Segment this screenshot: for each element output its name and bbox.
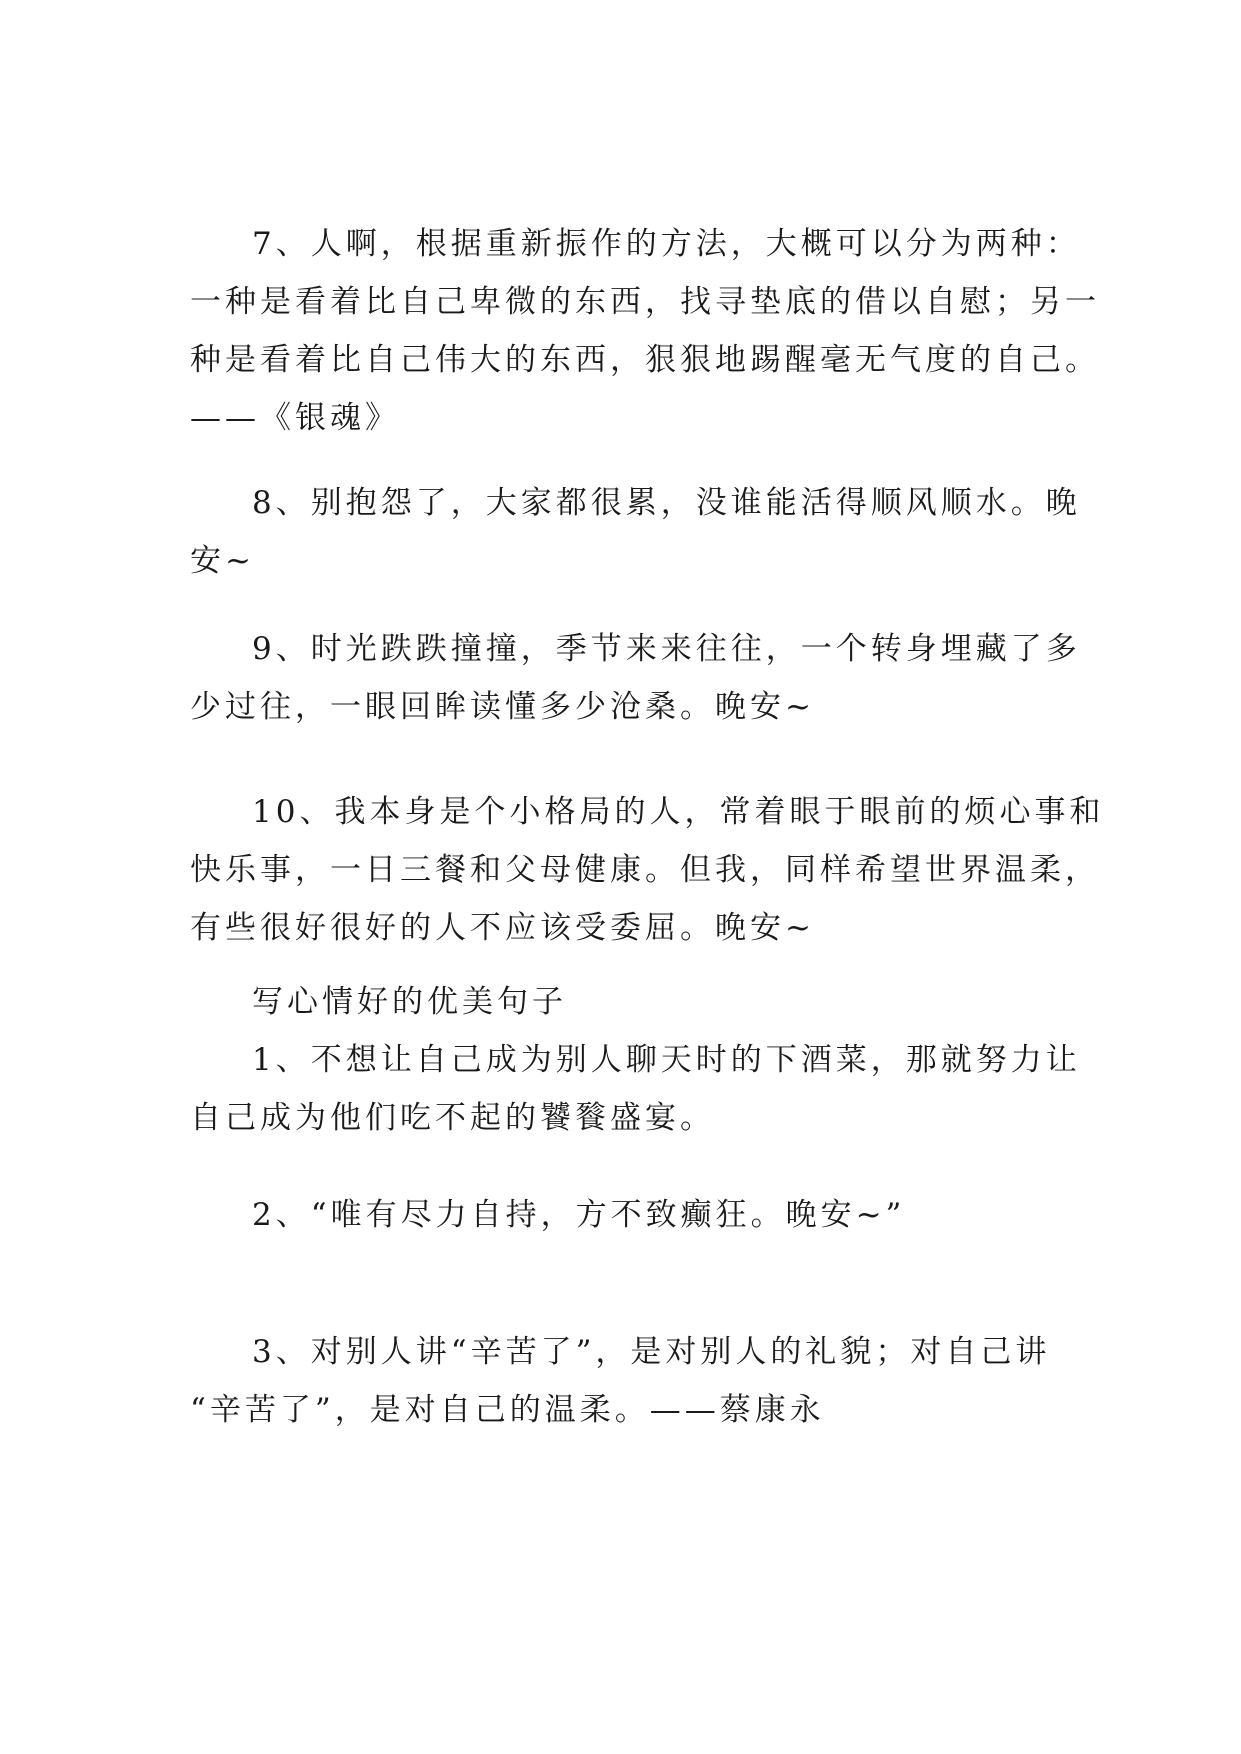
paragraph-line: 8、别抱怨了，大家都很累，没谁能活得顺风顺水。晚 [252,485,1081,521]
paragraph-line: 有些很好很好的人不应该受委屈。晚安~ [190,910,815,946]
section-heading: 写心情好的优美句子 [252,984,567,1020]
paragraph-line: 7、人啊，根据重新振作的方法，大概可以分为两种： [252,226,1081,262]
paragraph-line: 3、对别人讲“辛苦了”，是对别人的礼貌；对自己讲 [252,1334,1051,1370]
paragraph-7 [190,215,1100,447]
paragraph-line: 快乐事，一日三餐和父母健康。但我，同样希望世界温柔， [190,852,1100,888]
paragraph-10 [190,783,1105,957]
paragraph-line: ——《银魂》 [190,400,400,436]
paragraph-line: 少过往，一眼回眸读懂多少沧桑。晚安~ [190,689,815,725]
paragraph-line: 安~ [190,543,255,579]
paragraph-line: 2、“唯有尽力自持，方不致癫狂。晚安~” [252,1197,906,1233]
paragraph-line: 1、不想让自己成为别人聊天时的下酒菜，那就努力让 [252,1042,1081,1078]
section-paragraph-3 [190,1323,1070,1439]
paragraph-8 [190,474,1081,590]
section-paragraph-1 [190,1031,1081,1147]
paragraph-9 [190,620,1081,736]
paragraph-line: 一种是看着比自己卑微的东西，找寻垫底的借以自慰；另一 [190,284,1100,320]
paragraph-line: 种是看着比自己伟大的东西，狠狠地踢醒毫无气度的自己。 [190,342,1100,378]
paragraph-line: 10、我本身是个小格局的人，常着眼于眼前的烦心事和 [252,794,1105,830]
paragraph-line: “辛苦了”，是对自己的温柔。——蔡康永 [190,1392,825,1428]
paragraph-line: 自己成为他们吃不起的饕餮盛宴。 [190,1100,715,1136]
section-paragraph-2 [190,1186,1070,1244]
paragraph-line: 9、时光跌跌撞撞，季节来来往往，一个转身埋藏了多 [252,631,1081,667]
